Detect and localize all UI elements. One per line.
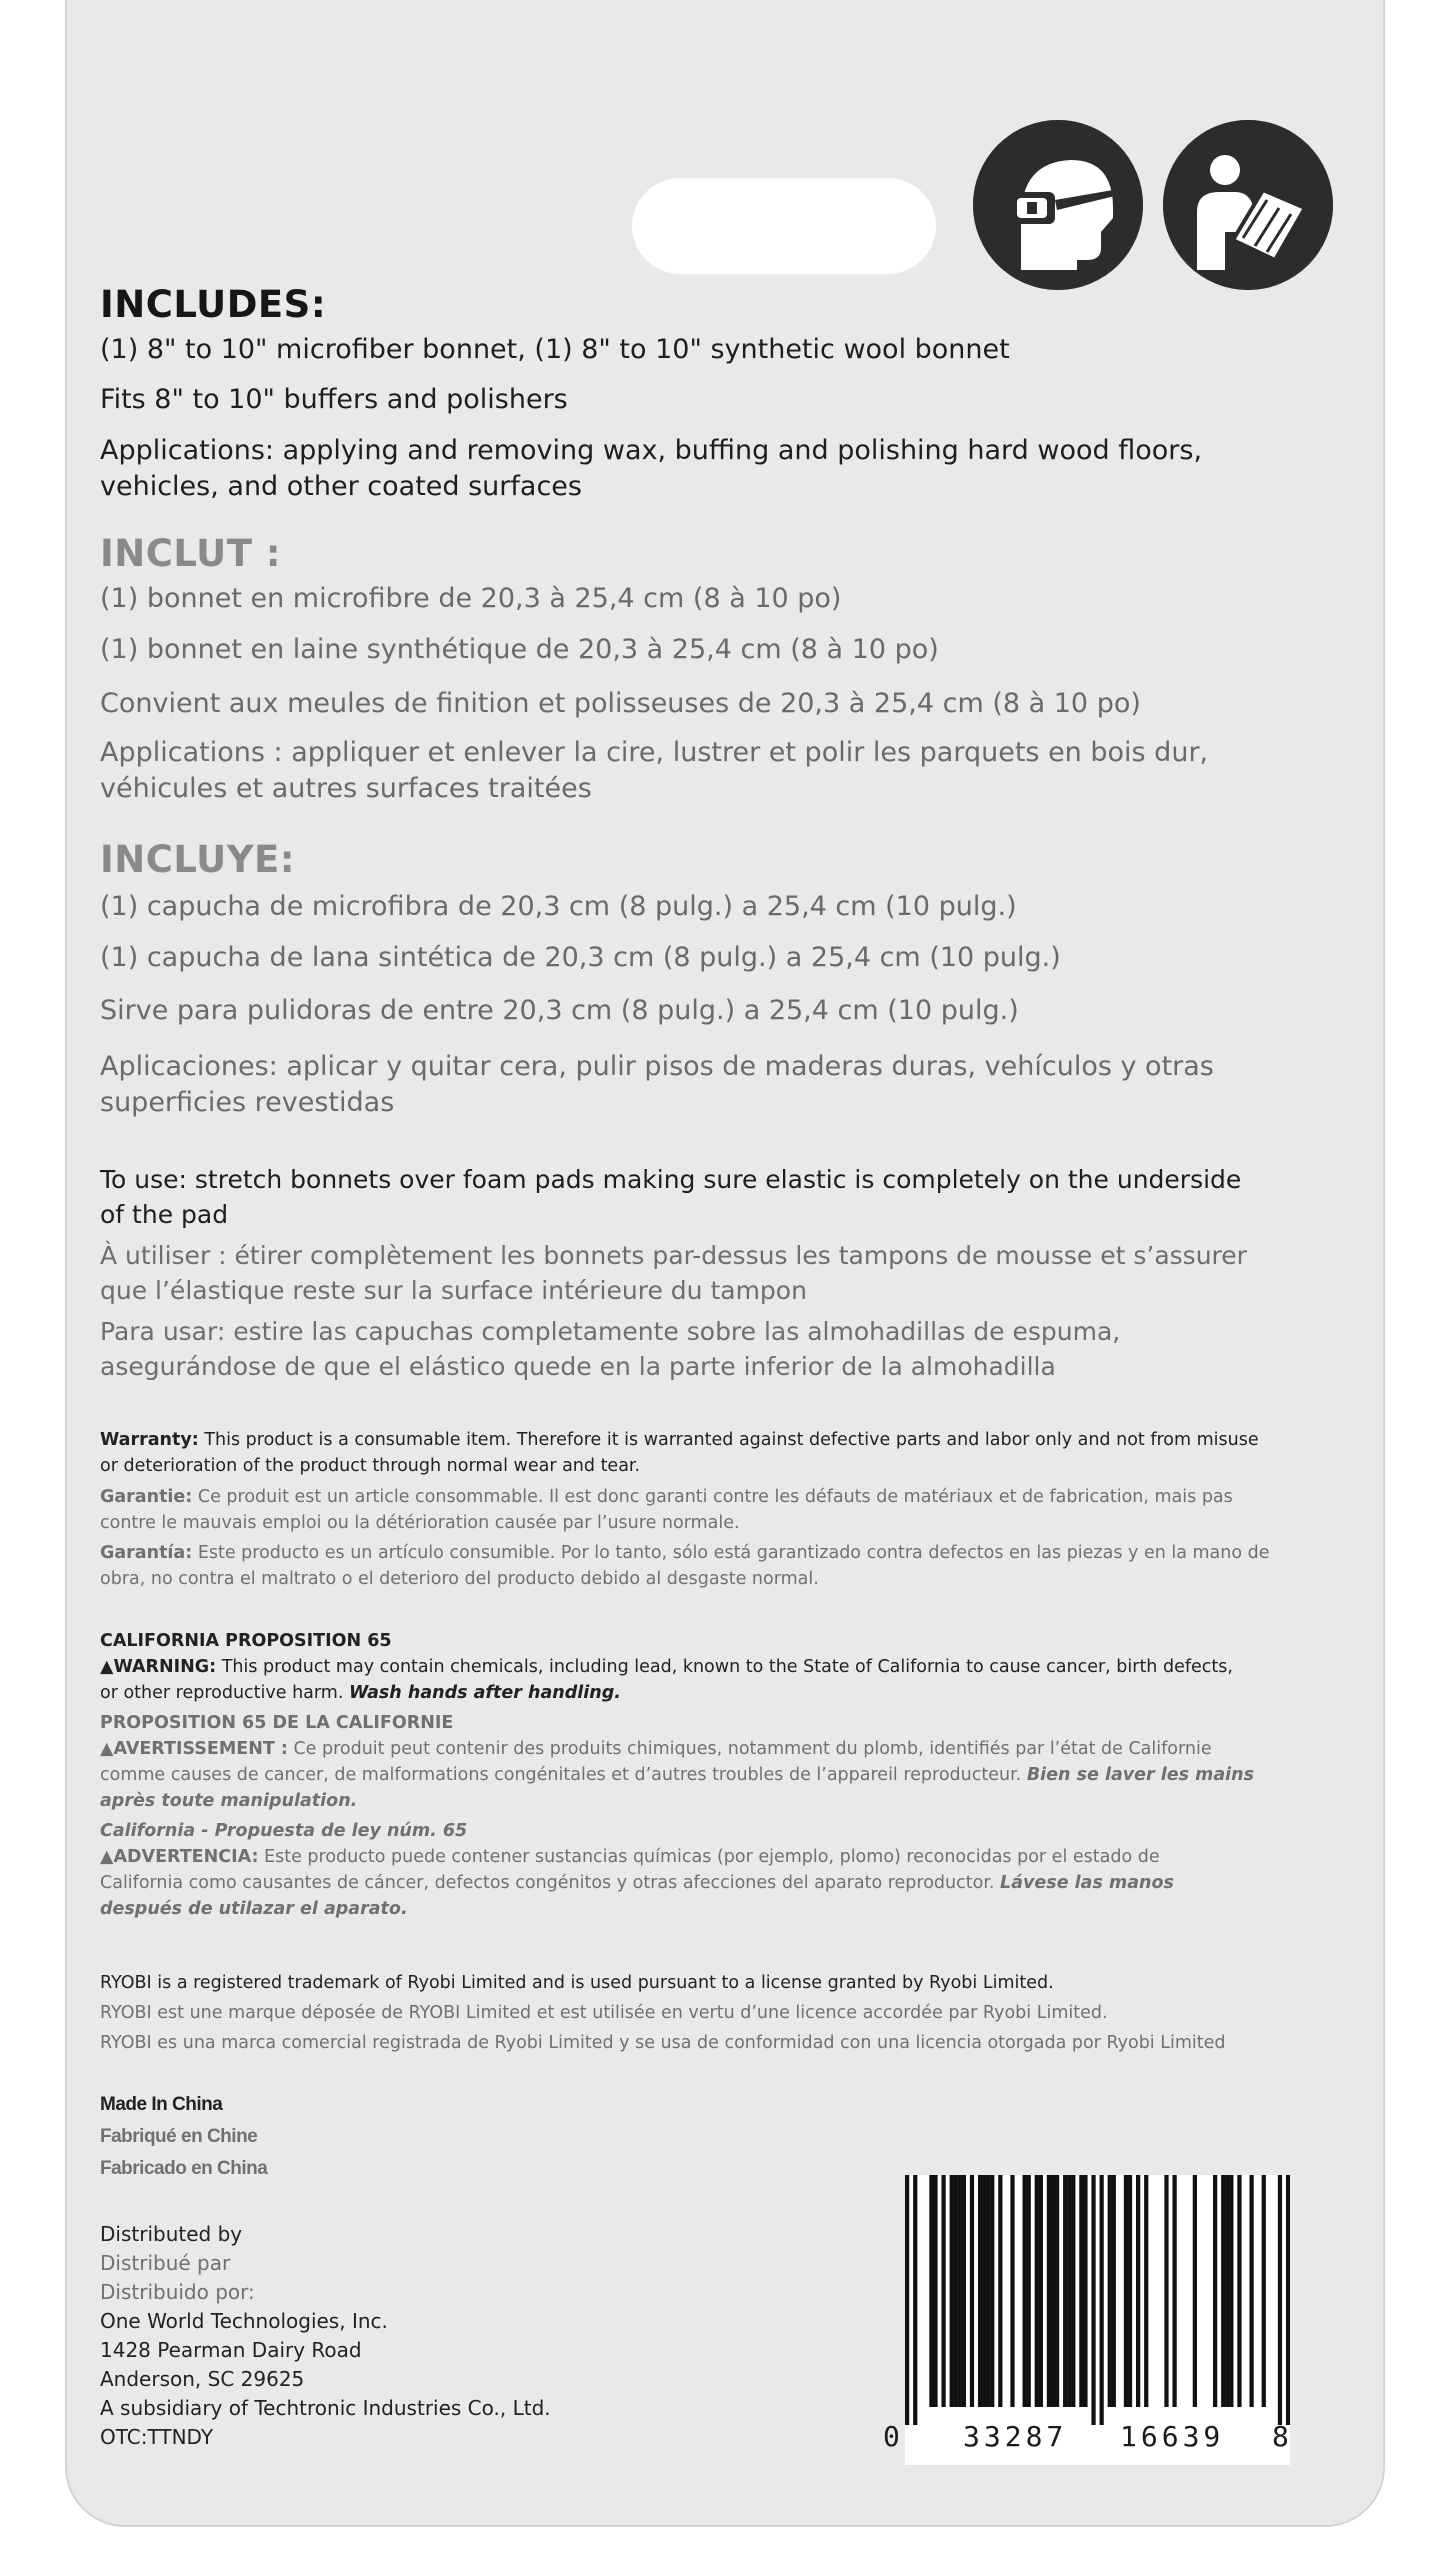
inclut-line-4b: véhicules et autres surfaces traitées bbox=[100, 773, 592, 804]
barcode-bar bbox=[1237, 2175, 1241, 2407]
barcode-bar bbox=[1051, 2175, 1055, 2407]
prop65-es-text-b: California como causantes de cáncer, defectos congénitos y otras afecciones del aparato reproductor. bbox=[100, 1873, 1001, 1893]
warning-fr-label: ▲AVERTISSEMENT : bbox=[100, 1739, 288, 1759]
barcode-bar bbox=[1221, 2175, 1225, 2407]
barcode-bar bbox=[1010, 2175, 1014, 2407]
origin-es: Fabricado en China bbox=[100, 2158, 268, 2179]
barcode-bar bbox=[986, 2175, 990, 2407]
barcode-bar bbox=[1213, 2175, 1217, 2407]
prop65-en-b bbox=[100, 1680, 1350, 1706]
origin-en: Made In China bbox=[100, 2094, 223, 2115]
warranty-fr-label: Garantie: bbox=[100, 1487, 193, 1507]
barcode-bar bbox=[941, 2175, 945, 2407]
prop65-en-title: CALIFORNIA PROPOSITION 65 bbox=[100, 1631, 392, 1651]
usage-fr-a: À utiliser : étirer complètement les bonnets par-dessus les tampons de mousse et s’assurer bbox=[100, 1241, 1247, 1270]
barcode-bar bbox=[970, 2175, 974, 2407]
trademark-es: RYOBI es una marca comercial registrada de Ryobi Limited y se usa de conformidad con una licencia otorgada por Ryobi Limited bbox=[100, 2033, 1226, 2053]
inclut-line-1: (1) bonnet en microfibre de 20,3 à 25,4 cm (8 à 10 po) bbox=[100, 583, 842, 614]
usage-fr-b: que l’élastique reste sur la surface intérieure du tampon bbox=[100, 1276, 807, 1305]
prop65-es-text-a: Este producto puede contener sustancias químicas (por ejemplo, plomo) reconocidas por el estado de bbox=[258, 1847, 1160, 1867]
barcode-bar bbox=[990, 2175, 994, 2407]
distributed-by-es: Distribuido por: bbox=[100, 2280, 255, 2304]
warranty-fr-b: contre le mauvais emploi ou la détérioration causée par l’usure normale. bbox=[100, 1513, 740, 1533]
prop65-es-wash: Lávese las manos bbox=[1000, 1873, 1174, 1893]
safety-glasses-icon bbox=[973, 120, 1143, 290]
prop65-fr-b bbox=[100, 1762, 1350, 1788]
barcode-bar bbox=[1278, 2175, 1282, 2425]
prop65-fr-title: PROPOSITION 65 DE LA CALIFORNIE bbox=[100, 1713, 454, 1733]
prop65-en-text-b: or other reproductive harm. bbox=[100, 1683, 349, 1703]
read-manual-icon bbox=[1163, 120, 1333, 290]
prop65-fr-text-a: Ce produit peut contenir des produits chimiques, notamment du plomb, identifiés par l’état de Californie bbox=[287, 1739, 1212, 1759]
distributed-by-fr: Distribué par bbox=[100, 2251, 231, 2275]
warranty-fr-a bbox=[100, 1484, 1350, 1510]
prop65-es-a bbox=[100, 1844, 1350, 1870]
barcode-bar bbox=[1193, 2175, 1197, 2407]
barcode-bar bbox=[1286, 2175, 1290, 2425]
warranty-fr-text-a: Ce produit est un article consommable. Il est donc garanti contre les défauts de matériaux et de fabrication, mais pas bbox=[192, 1487, 1233, 1507]
warning-es-label: ▲ADVERTENCIA: bbox=[100, 1847, 259, 1867]
prop65-fr-text-b: comme causes de cancer, de malformations congénitales et d’autres troubles de l’appareil reproducteur. bbox=[100, 1765, 1027, 1785]
barcode-bar bbox=[1172, 2175, 1176, 2407]
barcode-bar bbox=[1035, 2175, 1039, 2407]
incluye-line-2: (1) capucha de lana sintética de 20,3 cm (8 pulg.) a 25,4 cm (10 pulg.) bbox=[100, 942, 1061, 973]
includes-line-3a: Applications: applying and removing wax, buffing and polishing hard wood floors, bbox=[100, 435, 1203, 466]
barcode-bar bbox=[1124, 2175, 1128, 2407]
warranty-en-text-a: This product is a consumable item. Therefore it is warranted against defective parts and labor only and not from misuse bbox=[198, 1430, 1259, 1450]
barcode-bar bbox=[1071, 2175, 1075, 2407]
trademark-en: RYOBI is a registered trademark of Ryobi Limited and is used pursuant to a license granted by Ryobi Limited. bbox=[100, 1973, 1054, 1993]
warranty-es-a bbox=[100, 1540, 1350, 1566]
barcode-bar bbox=[1229, 2175, 1233, 2407]
incluye-line-1: (1) capucha de microfibra de 20,3 cm (8 pulg.) a 25,4 cm (10 pulg.) bbox=[100, 891, 1017, 922]
barcode-bar bbox=[1112, 2175, 1116, 2407]
barcode-bar bbox=[1225, 2175, 1229, 2407]
prop65-en-text-a: This product may contain chemicals, including lead, known to the State of California to cause cancer, birth defects, bbox=[216, 1657, 1233, 1677]
street-address: 1428 Pearman Dairy Road bbox=[100, 2338, 362, 2362]
barcode-check-digit: 8 bbox=[1272, 2420, 1289, 2453]
barcode-bar bbox=[954, 2175, 958, 2407]
warranty-es-b: obra, no contra el maltrato o el deterioro del producto debido al desgaste normal. bbox=[100, 1569, 819, 1589]
barcode-bar bbox=[1047, 2175, 1051, 2407]
barcode-bar bbox=[905, 2175, 909, 2425]
barcode-bar bbox=[929, 2175, 933, 2407]
barcode-bar bbox=[1249, 2175, 1253, 2407]
upc-barcode bbox=[883, 2175, 1290, 2465]
barcode-lead-digit: 0 bbox=[883, 2420, 900, 2453]
barcode-bar bbox=[1063, 2175, 1067, 2407]
incluye-line-3: Sirve para pulidoras de entre 20,3 cm (8 pulg.) a 25,4 cm (10 pulg.) bbox=[100, 995, 1019, 1026]
barcode-bar bbox=[962, 2175, 966, 2407]
incluye-heading: INCLUYE: bbox=[100, 838, 296, 881]
barcode-bar bbox=[1262, 2175, 1266, 2407]
usage-en-b: of the pad bbox=[100, 1200, 229, 1229]
incluye-line-4a: Aplicaciones: aplicar y quitar cera, pulir pisos de maderas duras, vehículos y otras bbox=[100, 1051, 1214, 1082]
barcode-bar bbox=[1079, 2175, 1083, 2407]
warranty-es-label: Garantía: bbox=[100, 1543, 193, 1563]
warranty-en-a bbox=[100, 1427, 1350, 1453]
otc-code: OTC:TTNDY bbox=[100, 2425, 214, 2449]
barcode-bar bbox=[958, 2175, 962, 2407]
barcode-bar bbox=[1067, 2175, 1071, 2407]
barcode-bar bbox=[1164, 2175, 1168, 2407]
prop65-fr-a bbox=[100, 1736, 1350, 1762]
barcode-bar bbox=[1055, 2175, 1059, 2407]
trademark-fr: RYOBI est une marque déposée de RYOBI Limited et est utilisée en vertu d’une licence accordée par Ryobi Limited. bbox=[100, 2003, 1108, 2023]
barcode-bar bbox=[1144, 2175, 1148, 2407]
usage-es-a: Para usar: estire las capuchas completamente sobre las almohadillas de espuma, bbox=[100, 1317, 1121, 1346]
city-address: Anderson, SC 29625 bbox=[100, 2367, 305, 2391]
prop65-fr-c: après toute manipulation. bbox=[100, 1791, 358, 1811]
barcode-bar bbox=[1039, 2175, 1043, 2407]
inclut-heading: INCLUT : bbox=[100, 532, 282, 575]
prop65-es-c: después de utilazar el aparato. bbox=[100, 1899, 408, 1919]
warranty-en-label: Warranty: bbox=[100, 1430, 199, 1450]
usage-es-b: asegurándose de que el elástico quede en la parte inferior de la almohadilla bbox=[100, 1352, 1056, 1381]
barcode-bar bbox=[1108, 2175, 1112, 2407]
includes-line-1: (1) 8" to 10" microfiber bonnet, (1) 8" to 10" synthetic wool bonnet bbox=[100, 334, 1010, 365]
barcode-group-2: 16639 bbox=[1120, 2420, 1225, 2453]
includes-line-3b: vehicles, and other coated surfaces bbox=[100, 471, 582, 502]
incluye-line-4b: superficies revestidas bbox=[100, 1087, 395, 1118]
barcode-bar bbox=[1091, 2175, 1095, 2425]
warranty-en-b: or deterioration of the product through normal wear and tear. bbox=[100, 1456, 641, 1476]
warranty-es-text-a: Este producto es un artículo consumible. Por lo tanto, sólo está garantizado contra defectos en las piezas y en la mano de bbox=[192, 1543, 1270, 1563]
prop65-es-b bbox=[100, 1870, 1350, 1896]
parent-company: A subsidiary of Techtronic Industries Co., Ltd. bbox=[100, 2396, 551, 2420]
prop65-en-wash: Wash hands after handling. bbox=[348, 1683, 621, 1703]
barcode-bar bbox=[982, 2175, 986, 2407]
includes-heading: INCLUDES: bbox=[100, 283, 327, 326]
warning-en-label: ▲WARNING: bbox=[100, 1657, 217, 1677]
barcode-bar bbox=[933, 2175, 937, 2407]
inclut-line-3: Convient aux meules de finition et polisseuses de 20,3 à 25,4 cm (8 à 10 po) bbox=[100, 688, 1141, 719]
barcode-bar bbox=[1023, 2175, 1027, 2407]
barcode-bar bbox=[978, 2175, 982, 2407]
prop65-en-a bbox=[100, 1654, 1350, 1680]
origin-fr: Fabriqué en Chine bbox=[100, 2126, 258, 2147]
company-name: One World Technologies, Inc. bbox=[100, 2309, 388, 2333]
includes-line-2: Fits 8" to 10" buffers and polishers bbox=[100, 384, 568, 415]
barcode-bar bbox=[913, 2175, 917, 2425]
inclut-line-4a: Applications : appliquer et enlever la cire, lustrer et polir les parquets en bois dur, bbox=[100, 737, 1209, 768]
barcode-bar bbox=[1128, 2175, 1132, 2407]
distributed-by-en: Distributed by bbox=[100, 2222, 243, 2246]
barcode-bar bbox=[1027, 2175, 1031, 2407]
barcode-bar bbox=[950, 2175, 954, 2407]
barcode-bar bbox=[1100, 2175, 1104, 2425]
prop65-fr-wash: Bien se laver les mains bbox=[1026, 1765, 1255, 1785]
barcode-bars bbox=[905, 2175, 1290, 2425]
hang-hole bbox=[632, 178, 936, 274]
barcode-bar bbox=[1083, 2175, 1087, 2407]
barcode-bar bbox=[998, 2175, 1002, 2407]
inclut-line-2: (1) bonnet en laine synthétique de 20,3 à 25,4 cm (8 à 10 po) bbox=[100, 634, 939, 665]
prop65-es-title: California - Propuesta de ley núm. 65 bbox=[100, 1821, 468, 1841]
barcode-group-1: 33287 bbox=[963, 2420, 1068, 2453]
barcode-bar bbox=[1136, 2175, 1140, 2407]
usage-en-a: To use: stretch bonnets over foam pads making sure elastic is completely on the underside bbox=[100, 1165, 1242, 1194]
